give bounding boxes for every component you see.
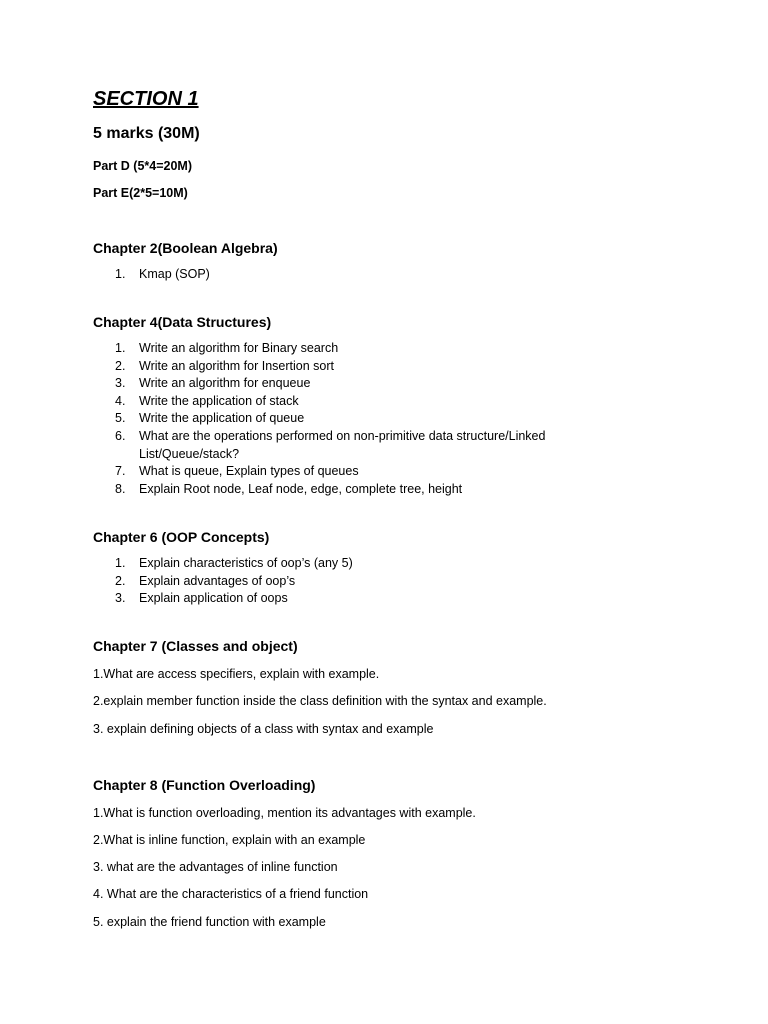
item-number: 2. [115,358,126,373]
item-number: 3. [115,591,126,606]
chapter-6 [93,529,609,608]
part-e-line: Part E(2*5=10M) [93,186,188,200]
question-list [93,340,609,498]
item-number: 1. [115,556,126,570]
item-number: 3. [115,376,126,391]
item-text: Kmap (SOP) [139,267,210,281]
item-text: Write an algorithm for Insertion sort [139,358,334,373]
item-number: 8. [115,481,126,496]
item-text: Explain Root node, Leaf node, edge, complete tree, height [139,481,463,496]
item-text: Write the application of queue [139,411,305,426]
list-item [93,428,609,463]
section-title: SECTION 1 [93,88,199,110]
item-text: Explain characteristics of oop’s (any 5) [139,556,353,570]
list-item [93,340,609,358]
chapter-8-question-3: 3. what are the advantages of inline function [93,860,338,874]
item-text: What are the operations performed on non-primitive data structure/Linked List/Queue/stack? [139,428,546,461]
item-text: What is queue, Explain types of queues [139,464,359,479]
chapter-7-question-1: 1.What are access specifiers, explain with example. [93,667,380,681]
marks-title: 5 marks (30M) [93,125,200,142]
item-text: Explain advantages of oop’s [139,573,296,588]
list-item [93,410,609,428]
list-item [93,358,609,376]
item-number: 6. [115,428,126,443]
chapter-2 [93,240,609,284]
chapter-8 [93,777,315,793]
list-item [93,375,609,393]
list-item [93,481,609,499]
item-number: 4. [115,393,126,408]
item-text: Write an algorithm for Binary search [139,341,339,355]
chapter-8-question-1: 1.What is function overloading, mention its advantages with example. [93,806,476,820]
chapter-7-question-2: 2.explain member function inside the class definition with the syntax and example. [93,694,547,708]
chapter-4 [93,314,609,498]
chapter-8-question-2: 2.What is inline function, explain with an example [93,833,366,847]
list-item [93,393,609,411]
chapter-title: Chapter 7 (Classes and object) [93,638,298,654]
list-item [93,573,609,591]
chapter-7 [93,638,298,654]
item-number: 5. [115,411,126,426]
list-item [93,590,609,608]
item-number: 2. [115,573,126,588]
chapter-8-question-5: 5. explain the friend function with example [93,915,326,929]
item-number: 1. [115,267,126,281]
chapter-title: Chapter 8 (Function Overloading) [93,777,316,793]
question-list [93,266,609,284]
item-text: Write an algorithm for enqueue [139,376,311,391]
item-number: 1. [115,341,126,355]
part-d-line: Part D (5*4=20M) [93,159,192,173]
list-item [93,463,609,481]
list-item [93,555,609,573]
chapter-title: Chapter 2(Boolean Algebra) [93,240,278,256]
item-text: Write the application of stack [139,393,299,408]
item-text: Explain application of oops [139,591,288,606]
item-number: 7. [115,464,126,479]
question-list [93,555,609,608]
chapter-7-question-3: 3. explain defining objects of a class with syntax and example [93,722,434,736]
chapter-title: Chapter 4(Data Structures) [93,314,272,330]
chapter-8-question-4: 4. What are the characteristics of a friend function [93,887,369,901]
chapter-title: Chapter 6 (OOP Concepts) [93,529,270,545]
list-item [93,266,609,284]
